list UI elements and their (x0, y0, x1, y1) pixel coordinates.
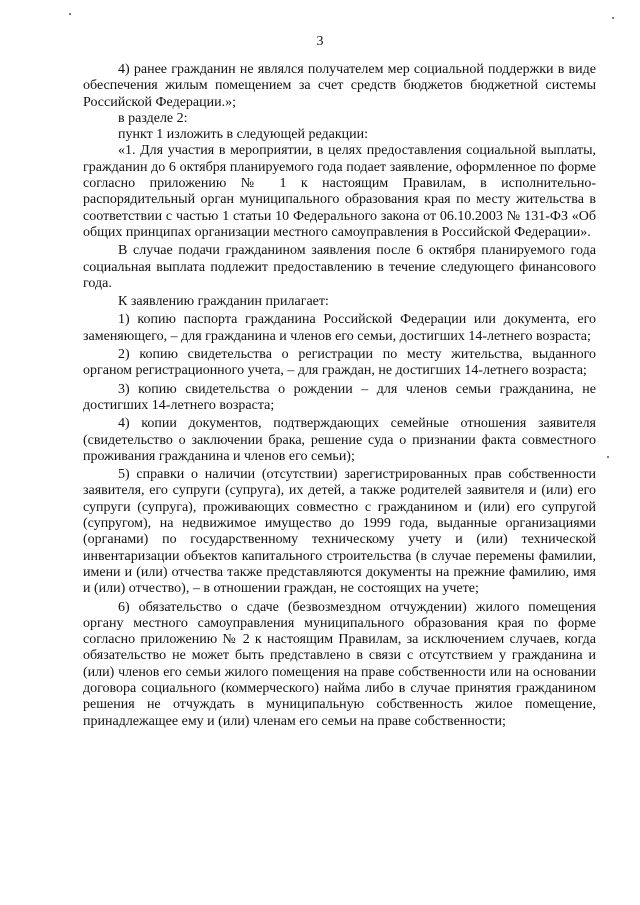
document-body (83, 62, 596, 730)
paragraph: 6) обязательство о сдаче (безвозмездном отчуждении) жилого помещения органу местного самоуправления муниципального образования края по форме согласно приложению № 2 к настоящим Правилам, за исключением случаев, когда обязательство не может быть представлено в связи с отсутствием у гражданина и (или) членов его семьи жилого помещения на праве собственности или на основании договора социального (коммерческого) найма либо в случае принятия гражданином решения не отчуждать в муниципальную собственность жилое помещение, принадлежащее ему и (или) членам его семьи на праве собственности; (83, 599, 596, 729)
paragraph: «1. Для участия в мероприятии, в целях предоставления социальной выплаты, гражданин до 6 октября планируемого года подает заявление, оформленное по форме согласно приложению № 1 к настоящим Правилам, в исполнительно-распорядительный орган муниципального образования края по месту жительства в соответствии с частью 1 статьи 10 Федерального закона от 06.10.2003 № 131-ФЗ «Об общих принципах организации местного самоуправления в Российской Федерации». (83, 143, 596, 240)
scan-speck (612, 17, 614, 19)
paragraph: В случае подачи гражданином заявления после 6 октября планируемого года социальная выплата подлежит предоставлению в течение следующего финансового года. (83, 243, 596, 291)
page-number: 3 (316, 34, 324, 49)
paragraph: 2) копию свидетельства о регистрации по месту жительства, выданного органом регистрационного учета, – для граждан, не достигших 14-летнего возраста; (83, 347, 596, 379)
paragraph: пункт 1 изложить в следующей редакции: (118, 127, 368, 143)
paragraph: 1) копию паспорта гражданина Российской Федерации или документа, его заменяющего, – для гражданина и членов его семьи, достигших 14-летнего возраста; (83, 312, 596, 344)
scan-speck (607, 456, 609, 458)
paragraph: 4) копии документов, подтверждающих семейные отношения заявителя (свидетельство о заключении брака, решение суда о признании факта совместного проживания гражданина и членов его семьи); (83, 416, 596, 464)
paragraph: К заявлению гражданин прилагает: (118, 294, 329, 310)
scan-speck (69, 13, 71, 15)
paragraph: в разделе 2: (118, 110, 188, 126)
paragraph: 4) ранее гражданин не являлся получателем мер социальной поддержки в виде обеспечения жилым помещением за счет средств бюджетов бюджетной системы Российской Федерации.»; (83, 62, 596, 110)
paragraph: 5) справки о наличии (отсутствии) зарегистрированных прав собственности заявителя, его супруги (супруга), их детей, а также родителей заявителя и (или) его супруги (супруга), проживающих совместно с гражданином и (или) его супругой (супругом), на недвижимое имущество до 1999 года, выданные организациями (органами) по государственному техническому учету и (или) технической инвентаризации объектов капитального строительства (в случае перемены фамилии, имени и (или) отчества также представляются документы на прежние фамилию, имя и (или) отчество), – в отношении граждан, не состоящих на учете; (83, 467, 596, 597)
paragraph: 3) копию свидетельства о рождении – для членов семьи гражданина, не достигших 14-летнего возраста; (83, 381, 596, 413)
